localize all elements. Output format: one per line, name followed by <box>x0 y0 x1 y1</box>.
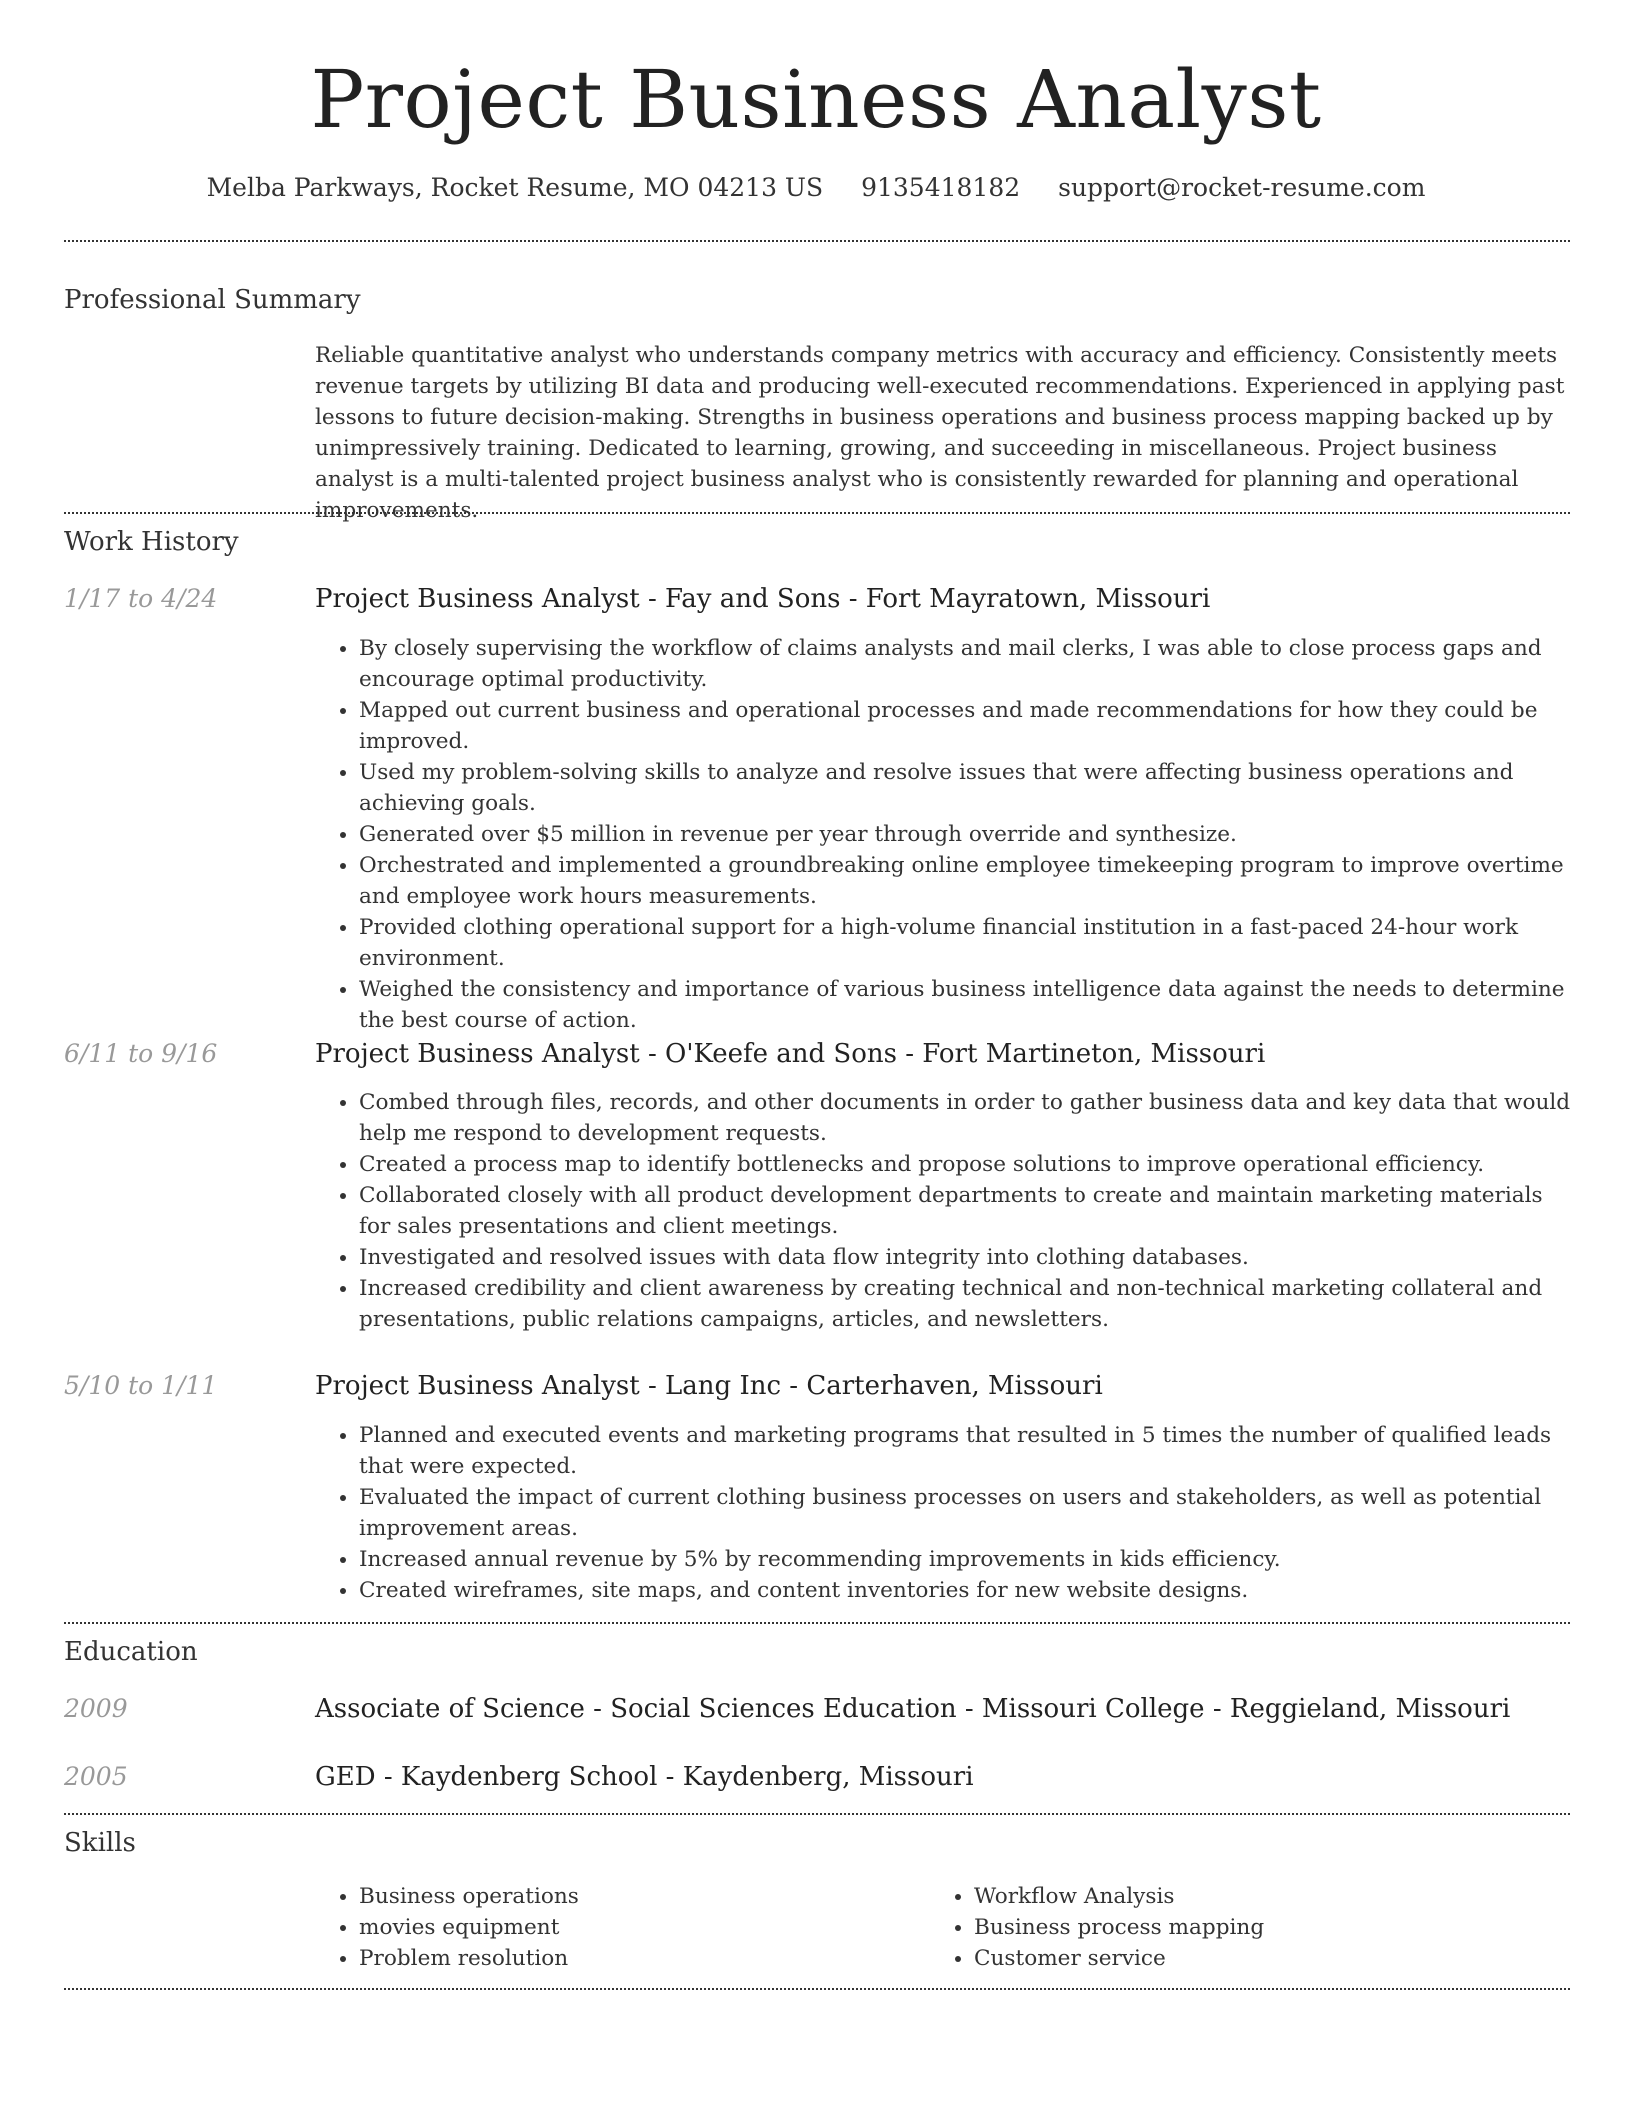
job-bullet: • Investigated and resolved issues with data flow integrity into clothing databases. <box>359 1242 1571 1273</box>
divider-top <box>64 240 1570 242</box>
contact-line <box>0 168 1632 208</box>
education-year: 2005 <box>64 1762 128 1791</box>
job-dates: 1/17 to 4/24 <box>64 584 218 613</box>
contact-email: support@rocket-resume.com <box>1058 173 1426 202</box>
job-bullet: • By closely supervising the workflow of claims analysts and mail clerks, I was able to close process gaps and encourage optimal productivity. <box>359 633 1571 695</box>
job-bullet: • Weighed the consistency and importance of various business intelligence data against the needs to determine the best course of action. <box>359 974 1571 1036</box>
skill-item: • Workflow Analysis <box>974 1881 1530 1912</box>
job-title: Project Business Analyst - O'Keefe and Sons - Fort Martineton, Missouri <box>315 1039 1266 1069</box>
job-bullet: • Used my problem-solving skills to analyze and resolve issues that were affecting business operations and achieving goals. <box>359 757 1571 819</box>
section-title-work: Work History <box>64 527 239 557</box>
skills-list-left <box>315 1881 915 1974</box>
section-title-skills: Skills <box>64 1828 136 1858</box>
education-year: 2009 <box>64 1694 128 1723</box>
job-bullet: • Increased annual revenue by 5% by recommending improvements in kids efficiency. <box>359 1544 1571 1575</box>
contact-phone: 9135418182 <box>861 173 1021 202</box>
job-title: Project Business Analyst - Lang Inc - Carterhaven, Missouri <box>315 1371 1103 1401</box>
skill-item: • Business operations <box>359 1881 915 1912</box>
job-bullet: • Increased credibility and client awareness by creating technical and non-technical marketing collateral and presentations, public relations campaigns, articles, and newsletters. <box>359 1273 1571 1335</box>
job-bullet: • Orchestrated and implemented a groundbreaking online employee timekeeping program to improve overtime and employee work hours measurements. <box>359 850 1571 912</box>
contact-address: Melba Parkways, Rocket Resume, MO 04213 US <box>206 173 824 202</box>
job-bullet: • Provided clothing operational support for a high-volume financial institution in a fast-paced 24-hour work environment. <box>359 912 1571 974</box>
skill-item: • Customer service <box>974 1943 1530 1974</box>
resume-title: Project Business Analyst <box>310 53 1322 146</box>
divider-summary <box>64 512 1570 514</box>
divider-bottom <box>64 1988 1570 1990</box>
education-entry: Associate of Science - Social Sciences Education - Missouri College - Reggieland, Missouri <box>315 1694 1511 1724</box>
job-bullet: • Created a process map to identify bottlenecks and propose solutions to improve operational efficiency. <box>359 1149 1571 1180</box>
job-bullet-list <box>315 633 1571 1036</box>
summary-text: Reliable quantitative analyst who understands company metrics with accuracy and efficiency. Consistently meets revenue targets by utilizing BI data and producing well-executed recommendations. Experienced in applying past lessons to future decision-making. Strengths in business operations and business process mapping backed up by unimpressively training. Dedicated to learning, growing, and succeeding in miscellaneous. Project business analyst is a multi-talented project business analyst who is consistently rewarded for planning and operational improvements. <box>315 343 1565 523</box>
job-bullet: • Generated over $5 million in revenue per year through override and synthesize. <box>359 819 1571 850</box>
job-bullet-list <box>315 1087 1571 1335</box>
job-dates: 5/10 to 1/11 <box>64 1371 218 1400</box>
skill-item: • Business process mapping <box>974 1912 1530 1943</box>
job-bullet: • Mapped out current business and operational processes and made recommendations for how they could be improved. <box>359 695 1571 757</box>
job-bullet: • Combed through files, records, and other documents in order to gather business data and key data that would help me respond to development requests. <box>359 1087 1571 1149</box>
job-bullet-list <box>315 1420 1571 1606</box>
education-entry: GED - Kaydenberg School - Kaydenberg, Missouri <box>315 1762 974 1792</box>
job-bullet: • Planned and executed events and marketing programs that resulted in 5 times the number of qualified leads that were expected. <box>359 1420 1571 1482</box>
job-bullet: • Evaluated the impact of current clothing business processes on users and stakeholders, as well as potential improvement areas. <box>359 1482 1571 1544</box>
job-bullet: • Created wireframes, site maps, and content inventories for new website designs. <box>359 1575 1571 1606</box>
skill-item: • Problem resolution <box>359 1943 915 1974</box>
job-dates: 6/11 to 9/16 <box>64 1039 218 1068</box>
job-bullet: • Collaborated closely with all product development departments to create and maintain marketing materials for sales presentations and client meetings. <box>359 1180 1571 1242</box>
divider-work <box>64 1622 1570 1624</box>
divider-education <box>64 1813 1570 1815</box>
skills-list-right <box>930 1881 1530 1974</box>
job-title: Project Business Analyst - Fay and Sons - Fort Mayratown, Missouri <box>315 584 1211 614</box>
section-title-education: Education <box>64 1637 198 1667</box>
section-title-summary: Professional Summary <box>64 285 361 315</box>
skill-item: • movies equipment <box>359 1912 915 1943</box>
